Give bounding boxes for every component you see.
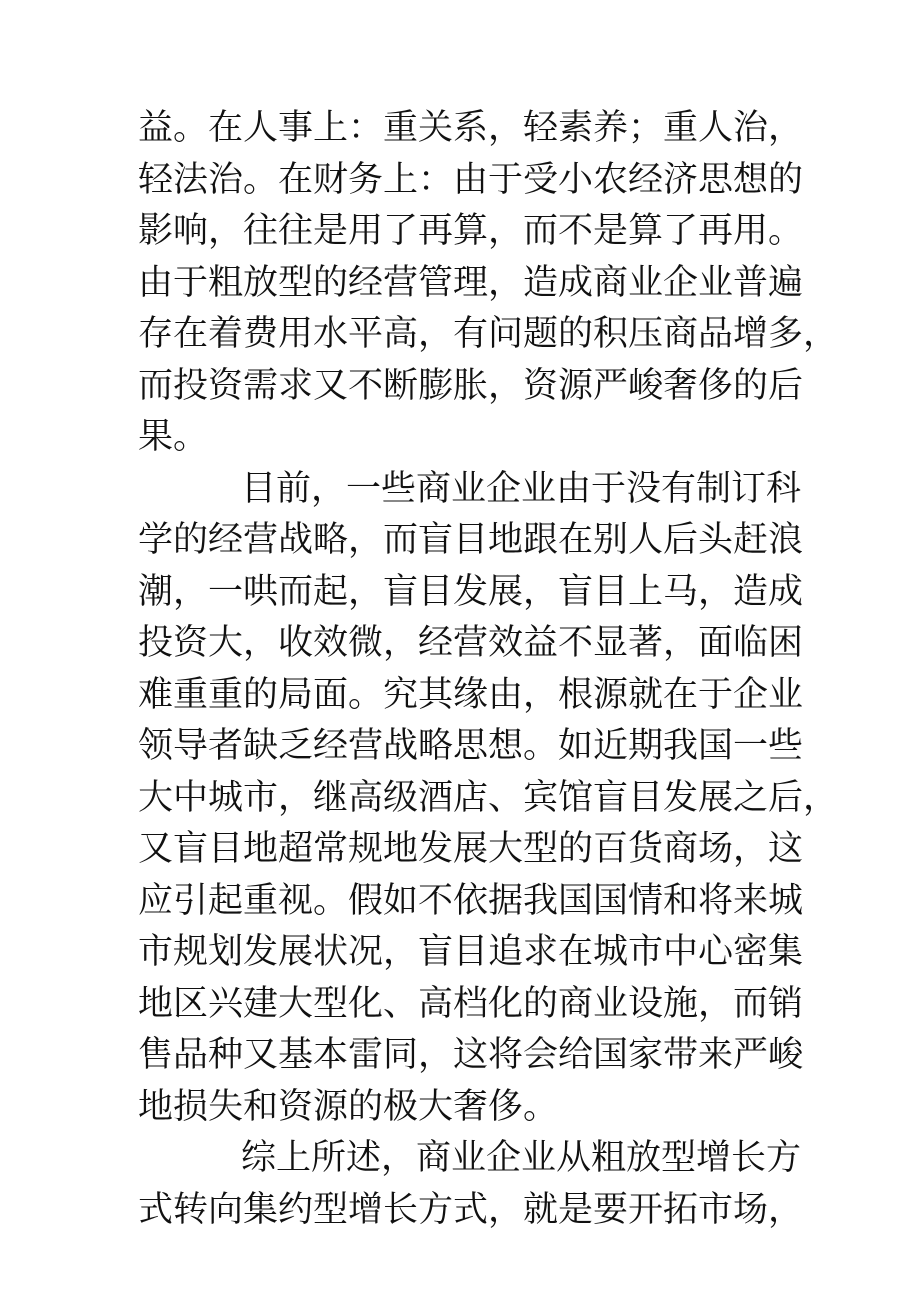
- text-line: 目前，一些商业企业由于没有制订科: [241, 468, 802, 509]
- paragraph-3: [138, 1133, 804, 1236]
- text-line: 领导者缺乏经营战略思想。如近期我国一些: [138, 726, 804, 766]
- text-line: 轻法治。在财务上：由于受小农经济思想的: [138, 159, 804, 200]
- text-line: 果。: [138, 417, 209, 457]
- text-line: 学的经营战略，而盲目地跟在别人后头赶浪: [138, 520, 804, 560]
- text-line: 难重重的局面。究其缘由，根源就在于企业: [138, 674, 804, 715]
- paragraph-2: [138, 464, 839, 1134]
- text-line: 地区兴建大型化、高档化的商业设施，而销: [138, 983, 804, 1024]
- paragraph-1: [138, 103, 839, 464]
- text-line: 式转向集约型增长方式，就是要开拓市场，: [138, 1189, 804, 1230]
- text-line: 大中城市，继高级酒店、宾馆盲目发展之后，: [138, 777, 839, 818]
- text-line: 影响，往往是用了再算，而不是算了再用。: [138, 211, 804, 251]
- text-line: 综上所述，商业企业从粗放型增长方: [241, 1138, 802, 1178]
- text-line: 市规划发展状况，盲目追求在城市中心密集: [138, 932, 804, 972]
- text-line: 存在着费用水平高，有问题的积压商品增多，: [138, 314, 839, 354]
- text-line: 潮，一哄而起，盲目发展，盲目上马，造成: [138, 571, 804, 612]
- text-line: 又盲目地超常规地发展大型的百货商场，这: [138, 829, 804, 869]
- text-line: 地损失和资源的极大奢侈。: [138, 1086, 559, 1127]
- text-line: 投资大，收效微，经营效益不显著，面临困: [138, 623, 804, 663]
- text-line: 益。在人事上：重关系，轻素养；重人治，: [138, 108, 804, 148]
- text-line: 应引起重视。假如不依据我国国情和将来城: [138, 880, 804, 921]
- text-line: 由于粗放型的经营管理，造成商业企业普遍: [138, 262, 804, 303]
- text-line: 而投资需求又不断膨胀，资源严峻奢侈的后: [138, 365, 804, 406]
- document-body: [138, 103, 839, 1236]
- text-line: 售品种又基本雷同，这将会给国家带来严峻: [138, 1035, 804, 1075]
